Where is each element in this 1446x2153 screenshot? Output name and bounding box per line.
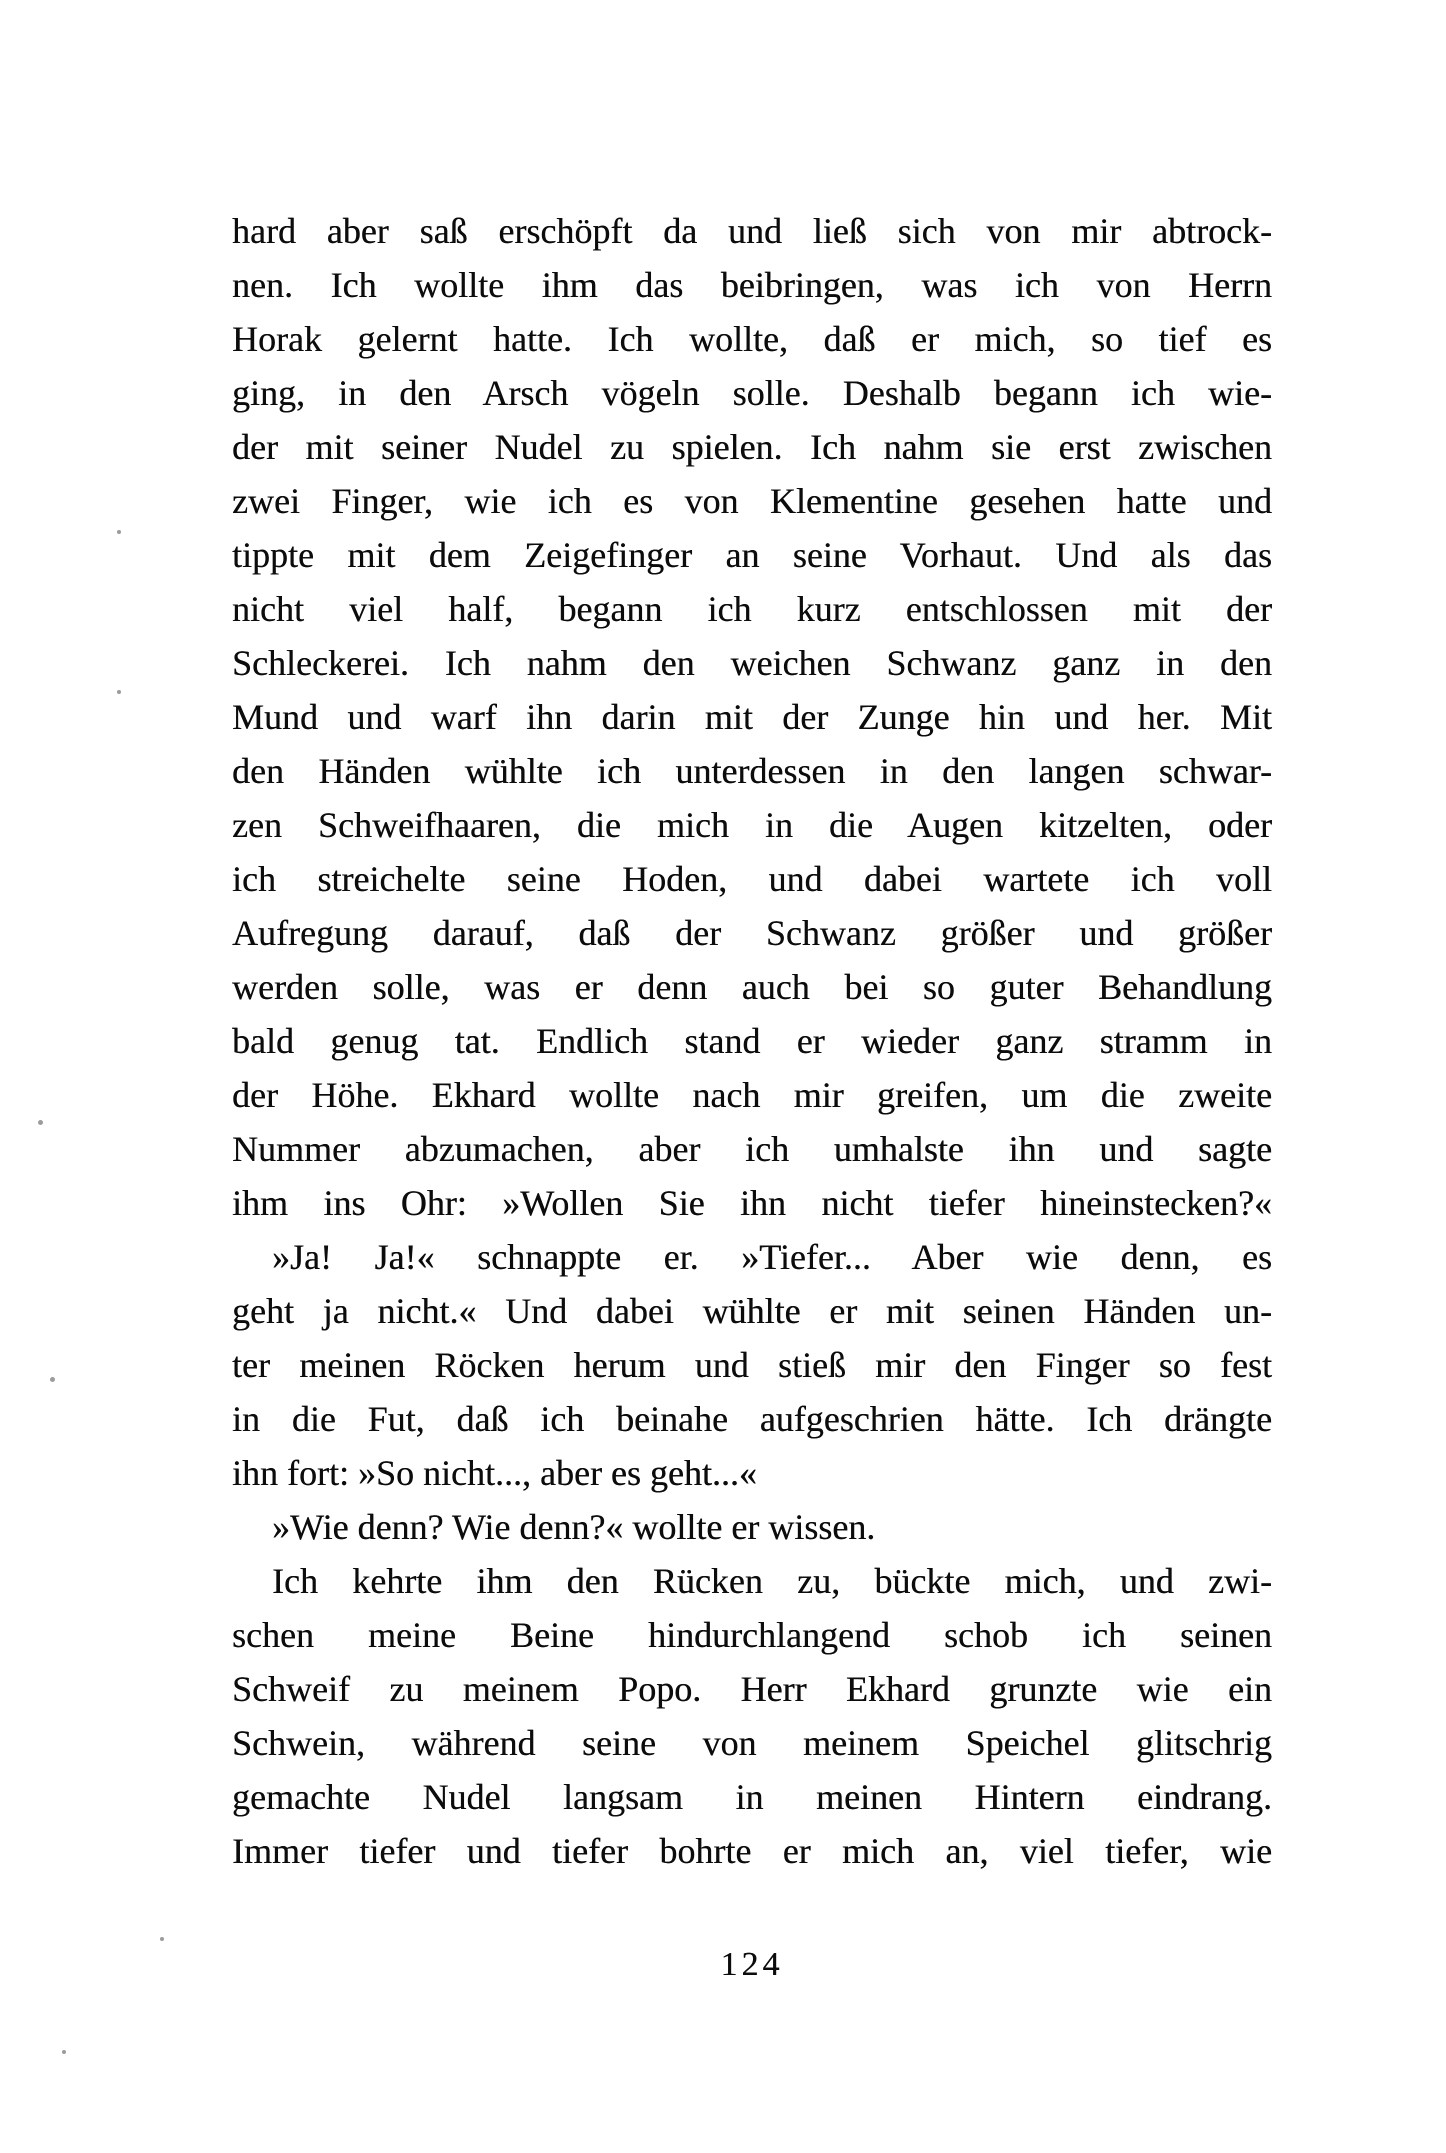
text-line: ging, in den Arsch vögeln solle. Deshalb begann ich wie- — [232, 373, 1272, 413]
text-line: »Wie denn? Wie denn?« wollte er wissen. — [272, 1507, 876, 1547]
scan-speck — [117, 690, 121, 694]
text-line: ich streichelte seine Hoden, und dabei wartete ich voll — [232, 859, 1272, 899]
text-line: ihm ins Ohr: »Wollen Sie ihn nicht tiefer hineinstecken?« — [232, 1183, 1272, 1223]
text-line: der mit seiner Nudel zu spielen. Ich nahm sie erst zwischen — [232, 427, 1272, 467]
text-line: der Höhe. Ekhard wollte nach mir greifen, um die zweite — [232, 1075, 1272, 1115]
text-line: in die Fut, daß ich beinahe aufgeschrien hätte. Ich drängte — [232, 1399, 1272, 1439]
text-line: »Ja! Ja!« schnappte er. »Tiefer... Aber wie denn, es — [272, 1237, 1272, 1277]
text-line: tippte mit dem Zeigefinger an seine Vorhaut. Und als das — [232, 535, 1272, 575]
text-line: zen Schweifhaaren, die mich in die Augen kitzelten, oder — [232, 805, 1272, 845]
text-line: zwei Finger, wie ich es von Klementine gesehen hatte und — [232, 481, 1272, 521]
text-line: ihn fort: »So nicht..., aber es geht...« — [232, 1453, 757, 1493]
page-number: 124 — [720, 1946, 784, 1983]
text-line: Ich kehrte ihm den Rücken zu, bückte mich, und zwi- — [272, 1561, 1272, 1601]
text-line: Schwein, während seine von meinem Speichel glitschrig — [232, 1723, 1272, 1763]
text-line: geht ja nicht.« Und dabei wühlte er mit seinen Händen un- — [232, 1291, 1272, 1331]
text-line: nen. Ich wollte ihm das beibringen, was ich von Herrn — [232, 265, 1272, 305]
text-line: den Händen wühlte ich unterdessen in den langen schwar- — [232, 751, 1272, 791]
text-line: bald genug tat. Endlich stand er wieder ganz stramm in — [232, 1021, 1272, 1061]
scan-speck — [38, 1120, 43, 1125]
text-line: Mund und warf ihn darin mit der Zunge hin und her. Mit — [232, 697, 1272, 737]
text-line: nicht viel half, begann ich kurz entschlossen mit der — [232, 589, 1272, 629]
text-line: hard aber saß erschöpft da und ließ sich von mir abtrock- — [232, 211, 1272, 251]
text-line: Nummer abzumachen, aber ich umhalste ihn und sagte — [232, 1129, 1272, 1169]
scan-speck — [62, 2050, 66, 2054]
text-line: schen meine Beine hindurchlangend schob ich seinen — [232, 1615, 1272, 1655]
text-line: Aufregung darauf, daß der Schwanz größer und größer — [232, 913, 1272, 953]
text-line: Horak gelernt hatte. Ich wollte, daß er mich, so tief es — [232, 319, 1272, 359]
text-line: ter meinen Röcken herum und stieß mir den Finger so fest — [232, 1345, 1272, 1385]
text-line: Immer tiefer und tiefer bohrte er mich an, viel tiefer, wie — [232, 1831, 1272, 1871]
text-line: Schweif zu meinem Popo. Herr Ekhard grunzte wie ein — [232, 1669, 1272, 1709]
text-block — [232, 204, 1272, 1878]
text-line: Schleckerei. Ich nahm den weichen Schwanz ganz in den — [232, 643, 1272, 683]
scan-speck — [50, 1377, 55, 1382]
scan-speck — [117, 530, 121, 534]
scan-speck — [160, 1937, 164, 1941]
text-line: werden solle, was er denn auch bei so guter Behandlung — [232, 967, 1272, 1007]
text-line: gemachte Nudel langsam in meinen Hintern eindrang. — [232, 1777, 1272, 1817]
